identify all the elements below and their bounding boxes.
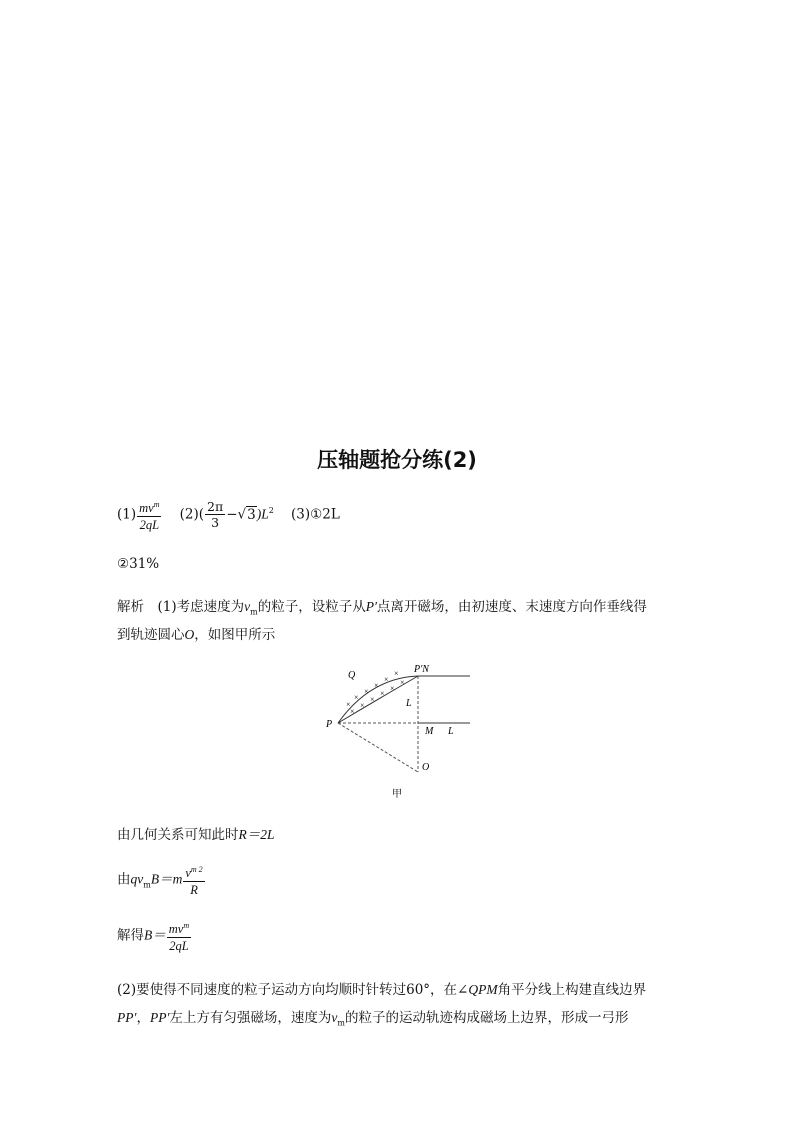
label-m: M	[425, 726, 434, 737]
label-l-vertical: L	[406, 698, 412, 709]
field-cross: ×	[384, 675, 389, 684]
geometry-line: 由几何关系可知此时R＝2L	[117, 827, 275, 843]
field-cross: ×	[390, 684, 395, 693]
trajectory-diagram	[320, 660, 480, 800]
answer-1-label: (1)	[117, 506, 137, 523]
label-p: P	[326, 719, 333, 730]
label-l-horizontal: L	[448, 726, 454, 737]
analysis-line-1: 解析 (1)考虑速度为$v_m$的粒子，设粒子从P′点离开磁场，由初速度、末速度方向作垂线得	[117, 599, 647, 617]
answer-3-part2: ②31%	[117, 556, 160, 572]
analysis-line-2: 到轨迹圆心O，如图甲所示	[117, 627, 276, 643]
sqrt-three: 3	[247, 506, 256, 523]
field-cross: ×	[364, 687, 369, 696]
field-cross: ×	[360, 701, 365, 710]
radius-dashed-line	[338, 723, 418, 772]
answer-3: (3)①2L	[291, 506, 340, 523]
page-title: 压轴题抢分练(2)	[317, 448, 477, 472]
equation-1: 由$qv_mB=m$ $\frac{v^{m 2}}{R}$	[117, 862, 206, 898]
figure-caption: 甲	[392, 789, 402, 800]
answer-1-fraction: $\frac{mv^m}{2qL}$	[137, 497, 161, 533]
part2-line-1: (2)要使得不同速度的粒子运动方向均顺时针转过60°，在∠QPM角平分线上构建直线边界	[117, 982, 647, 998]
field-cross: ×	[346, 700, 351, 709]
label-q: Q	[348, 670, 356, 681]
field-cross: ×	[374, 681, 379, 690]
figure-jia	[320, 660, 480, 804]
field-cross: ×	[370, 695, 375, 704]
part2-line-2: PP′，PP′左上方有匀强磁场，速度为$v_m$的粒子的运动轨迹构成磁场上边界，形成一弓形	[117, 1010, 629, 1028]
label-pn: P′N	[414, 664, 429, 675]
equation-2: 解得B＝ $\frac{mv^m}{2qL}$	[117, 918, 192, 954]
equation-1-fraction: $\frac{v^{m 2}}{R}$	[183, 862, 204, 898]
field-cross: ×	[354, 693, 359, 702]
equation-2-fraction: $\frac{mv^m}{2qL}$	[167, 918, 191, 954]
field-cross: ×	[400, 678, 405, 687]
answer-2-label: (2)(	[179, 506, 205, 523]
field-cross: ×	[380, 689, 385, 698]
label-o: O	[422, 762, 430, 773]
field-cross: ×	[350, 707, 355, 716]
answer-2-fraction: $\frac{2\pi}{3}$	[207, 499, 224, 531]
field-cross: ×	[394, 669, 399, 678]
answer-line: (1) $\frac{mv^m}{2qL}$ (2)( $\frac{2\pi}{3}$ $-√3)L^2$ (3)①2L	[117, 497, 340, 533]
